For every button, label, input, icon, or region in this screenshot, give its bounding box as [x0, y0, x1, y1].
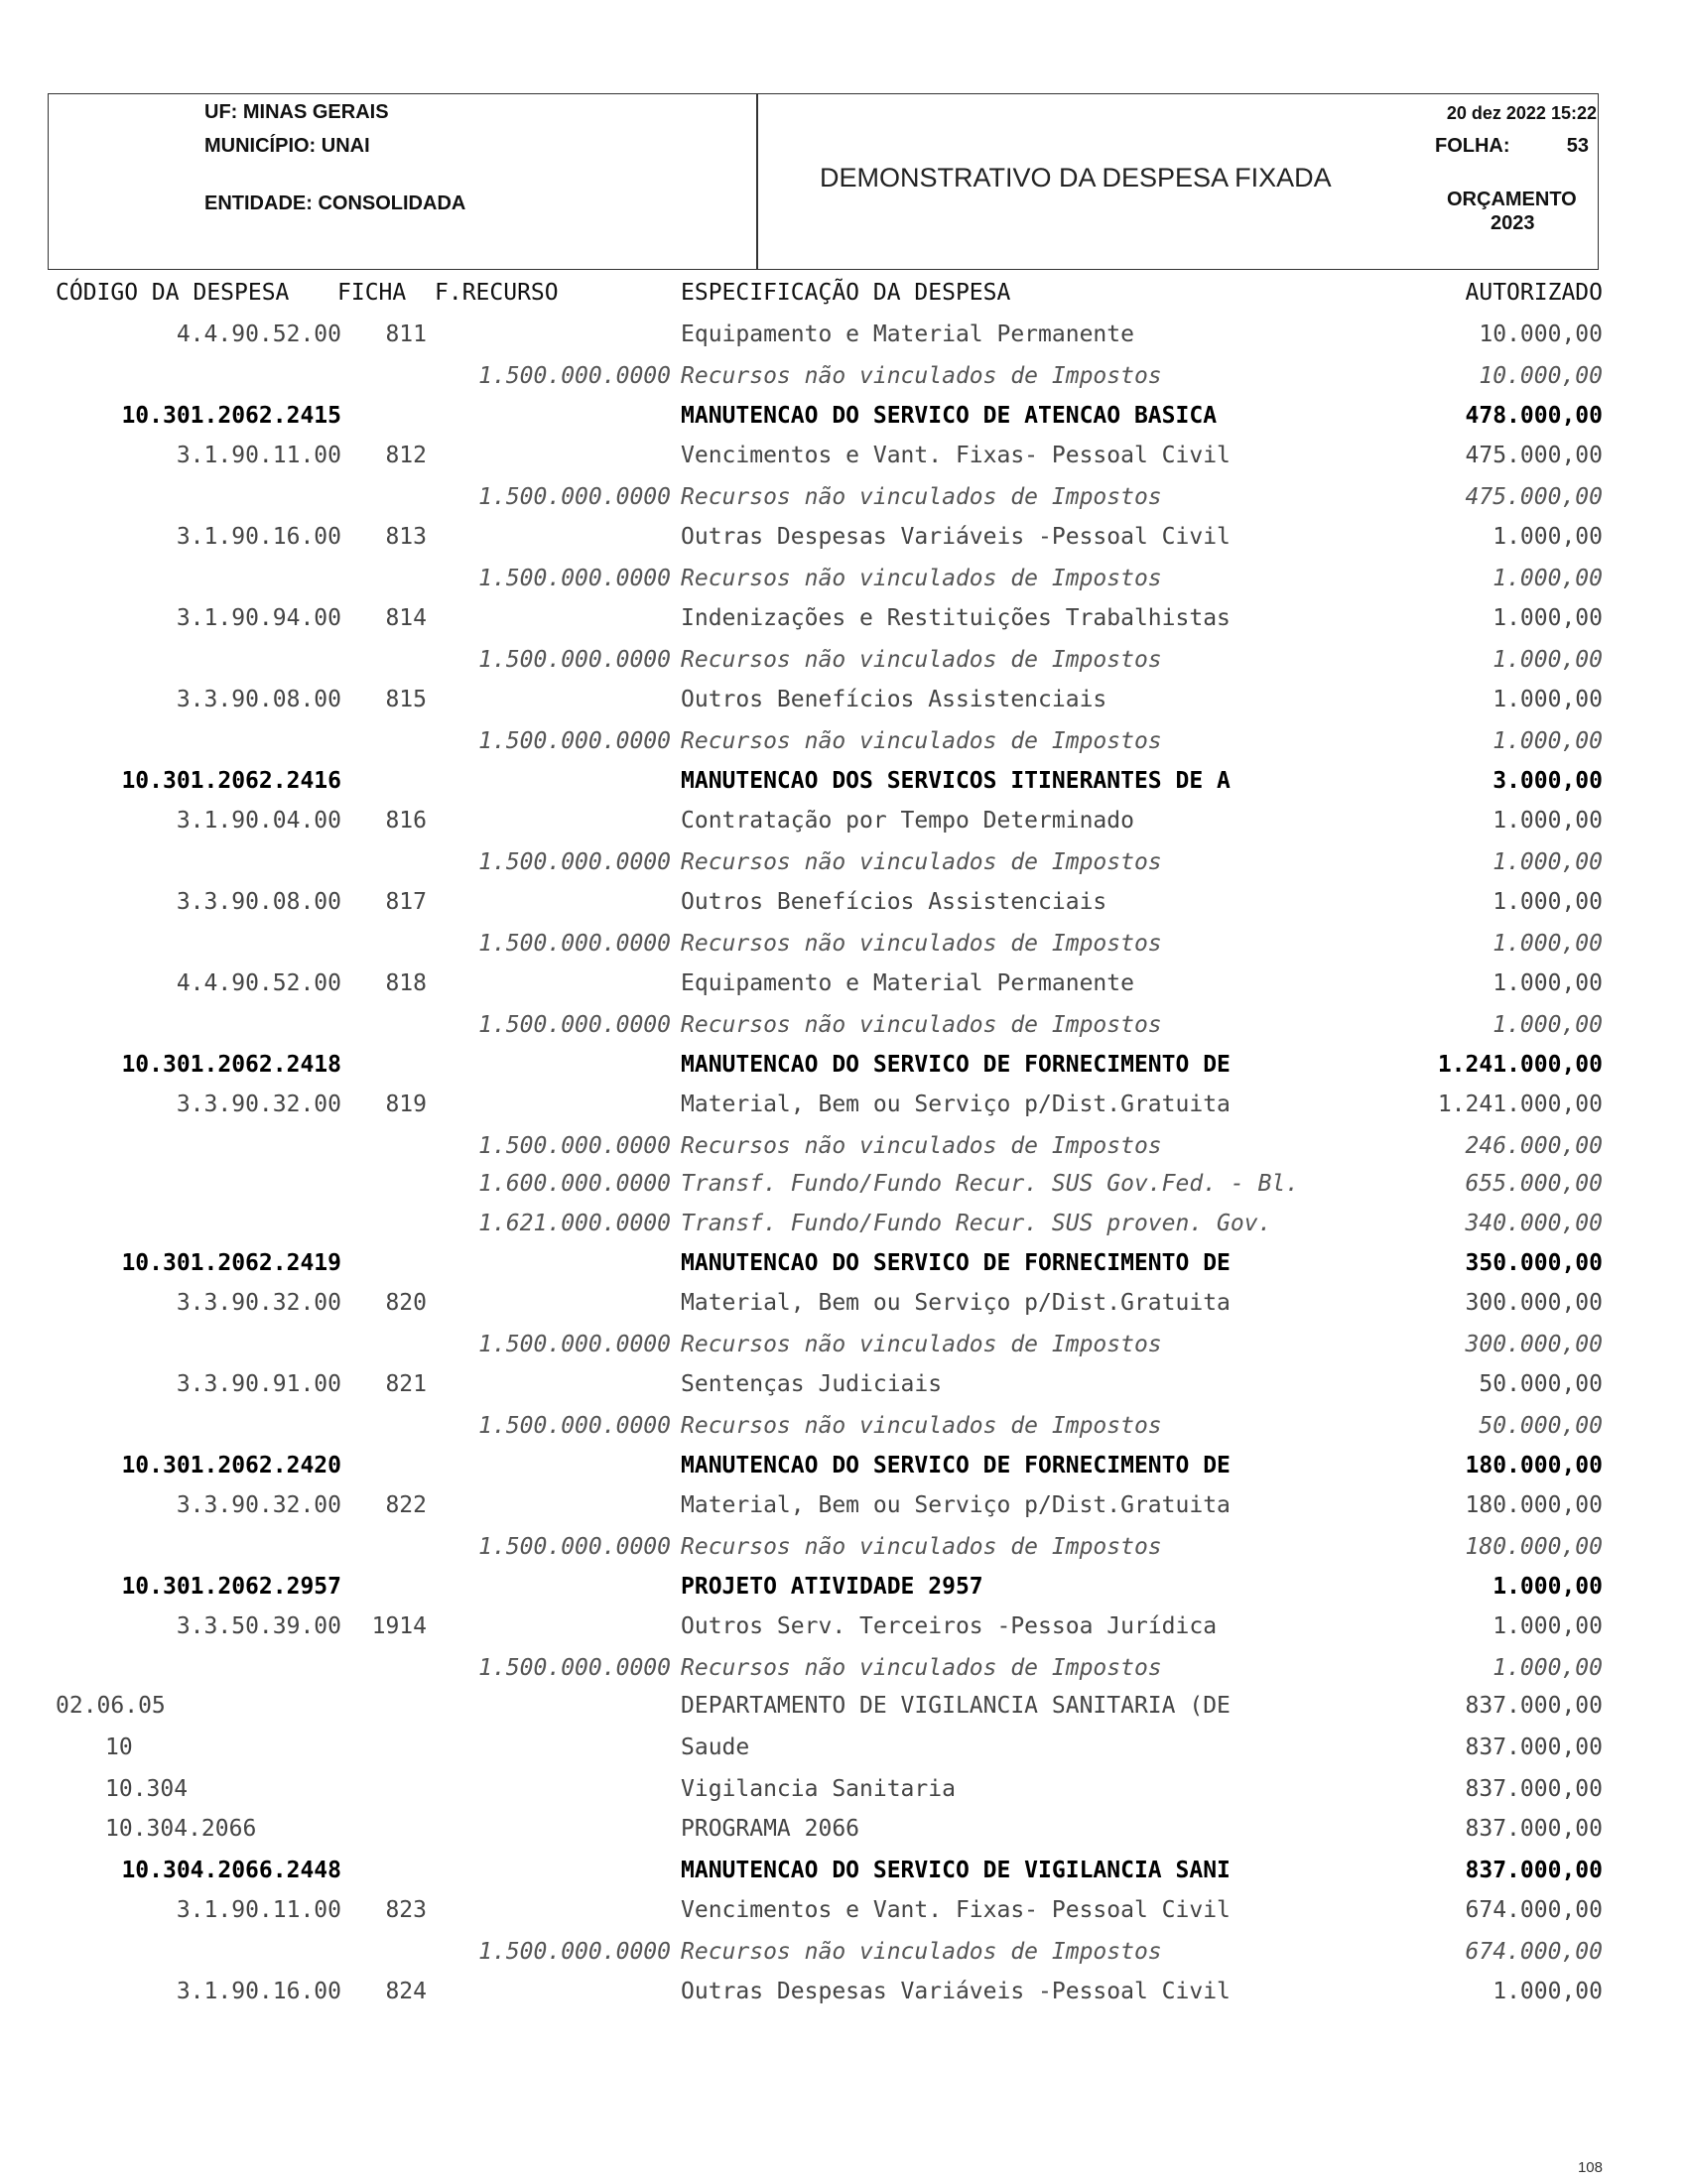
expense-code: 3.3.90.32.00: [176, 1290, 341, 1316]
expense-spec: Outros Benefícios Assistenciais: [681, 889, 1107, 915]
action-row: [0, 1052, 1688, 1092]
action-row: [0, 403, 1688, 443]
expense-value: 1.000,00: [1493, 970, 1603, 996]
ficha-number: 824: [385, 1979, 427, 2004]
expense-spec: Material, Bem ou Serviço p/Dist.Gratuita: [681, 1092, 1231, 1117]
expense-value: 1.000,00: [1493, 687, 1603, 712]
funding-source-row: [0, 1012, 1688, 1052]
expense-spec: Recursos não vinculados de Impostos: [681, 1012, 1162, 1038]
expense-value: 1.000,00: [1493, 849, 1603, 875]
expense-spec: Vencimentos e Vant. Fixas- Pessoal Civil: [681, 443, 1231, 468]
ficha-number: 813: [385, 524, 427, 550]
expense-value: 475.000,00: [1465, 443, 1603, 468]
funding-source-code: 1.500.000.0000: [478, 849, 671, 875]
funding-source-row: [0, 931, 1688, 970]
action-row: [0, 1574, 1688, 1613]
expense-code: 4.4.90.52.00: [176, 321, 341, 347]
funding-source-code: 1.500.000.0000: [478, 1133, 671, 1159]
element-row: [0, 889, 1688, 929]
element-row: [0, 687, 1688, 726]
function-row: [0, 1776, 1688, 1816]
expense-value: 1.000,00: [1493, 728, 1603, 754]
expense-value: 50.000,00: [1479, 1413, 1603, 1439]
ficha-number: 821: [385, 1371, 427, 1397]
expense-value: 3.000,00: [1493, 768, 1603, 794]
ficha-number: 818: [385, 970, 427, 996]
expense-spec: MANUTENCAO DO SERVICO DE ATENCAO BASICA: [681, 403, 1218, 429]
funding-source-row: [0, 1939, 1688, 1979]
municipio-label: MUNICÍPIO: UNAI: [204, 135, 370, 157]
element-row: [0, 808, 1688, 847]
function-code: 10: [105, 1734, 133, 1760]
expense-value: 246.000,00: [1465, 1133, 1603, 1159]
funding-source-row: [0, 1413, 1688, 1453]
element-row: [0, 1290, 1688, 1330]
funding-source-row: [0, 484, 1688, 524]
ficha-number: 820: [385, 1290, 427, 1316]
expense-spec: Recursos não vinculados de Impostos: [681, 1332, 1162, 1357]
function-row: [0, 1816, 1688, 1856]
expense-value: 1.000,00: [1493, 889, 1603, 915]
expense-value: 10.000,00: [1479, 321, 1603, 347]
expense-code: 3.3.90.32.00: [176, 1092, 341, 1117]
element-row: [0, 1897, 1688, 1937]
expense-spec: Recursos não vinculados de Impostos: [681, 484, 1162, 510]
funding-source-row: [0, 1332, 1688, 1371]
expense-value: 837.000,00: [1465, 1693, 1603, 1719]
expense-value: 1.000,00: [1493, 931, 1603, 957]
element-row: [0, 524, 1688, 564]
expense-spec: Recursos não vinculados de Impostos: [681, 931, 1162, 957]
expense-spec: Transf. Fundo/Fundo Recur. SUS Gov.Fed. - Bl.: [681, 1171, 1300, 1197]
expense-code: 3.1.90.11.00: [176, 1897, 341, 1923]
ficha-number: 1914: [371, 1613, 427, 1639]
expense-value: 1.241.000,00: [1437, 1052, 1603, 1078]
element-row: [0, 1492, 1688, 1532]
expense-value: 1.241.000,00: [1437, 1092, 1603, 1117]
folha-label: FOLHA:: [1435, 135, 1510, 157]
expense-spec: Saude: [681, 1734, 750, 1760]
expense-spec: Outros Benefícios Assistenciais: [681, 687, 1107, 712]
expense-value: 1.000,00: [1493, 1613, 1603, 1639]
expense-spec: MANUTENCAO DOS SERVICOS ITINERANTES DE A: [681, 768, 1231, 794]
col-recurso: F.RECURSO: [435, 280, 559, 306]
expense-value: 1.000,00: [1493, 1655, 1603, 1681]
expense-value: 180.000,00: [1465, 1492, 1603, 1518]
orcamento-year: 2023: [1491, 212, 1535, 234]
expense-spec: Recursos não vinculados de Impostos: [681, 1413, 1162, 1439]
function-code: 10.304.2066: [105, 1816, 257, 1842]
uf-label: UF: MINAS GERAIS: [204, 101, 389, 123]
funding-source-code: 1.500.000.0000: [478, 1655, 671, 1681]
expense-value: 478.000,00: [1465, 403, 1603, 429]
expense-value: 1.000,00: [1493, 808, 1603, 834]
expense-spec: PROJETO ATIVIDADE 2957: [681, 1574, 983, 1600]
expense-value: 1.000,00: [1493, 524, 1603, 550]
expense-spec: DEPARTAMENTO DE VIGILANCIA SANITARIA (DE: [681, 1693, 1231, 1719]
expense-value: 180.000,00: [1465, 1453, 1603, 1478]
expense-spec: Recursos não vinculados de Impostos: [681, 1655, 1162, 1681]
expense-code: 3.3.90.32.00: [176, 1492, 341, 1518]
expense-spec: Recursos não vinculados de Impostos: [681, 728, 1162, 754]
funding-source-code: 1.500.000.0000: [478, 1332, 671, 1357]
funding-source-code: 1.500.000.0000: [478, 931, 671, 957]
expense-code: 3.1.90.16.00: [176, 524, 341, 550]
expense-value: 837.000,00: [1465, 1776, 1603, 1802]
expense-code: 3.3.50.39.00: [176, 1613, 341, 1639]
page-number: 108: [1577, 2159, 1603, 2176]
element-row: [0, 1371, 1688, 1411]
ficha-number: 812: [385, 443, 427, 468]
expense-code: 3.3.90.08.00: [176, 889, 341, 915]
function-code: 10.304: [105, 1776, 189, 1802]
expense-value: 1.000,00: [1493, 1574, 1603, 1600]
expense-value: 655.000,00: [1465, 1171, 1603, 1197]
expense-spec: Recursos não vinculados de Impostos: [681, 363, 1162, 389]
expense-spec: Recursos não vinculados de Impostos: [681, 1939, 1162, 1965]
element-row: [0, 1979, 1688, 2018]
orcamento-label: ORÇAMENTO: [1447, 189, 1577, 210]
expense-spec: Equipamento e Material Permanente: [681, 970, 1134, 996]
expense-spec: Recursos não vinculados de Impostos: [681, 647, 1162, 673]
expense-spec: Vigilancia Sanitaria: [681, 1776, 956, 1802]
ficha-number: 815: [385, 687, 427, 712]
funding-source-row: [0, 1534, 1688, 1574]
expense-value: 674.000,00: [1465, 1939, 1603, 1965]
funding-source-row: [0, 1211, 1688, 1250]
funding-source-row: [0, 1655, 1688, 1695]
expense-value: 475.000,00: [1465, 484, 1603, 510]
entidade-label: ENTIDADE: CONSOLIDADA: [204, 193, 466, 214]
ficha-number: 814: [385, 605, 427, 631]
expense-code: 3.1.90.11.00: [176, 443, 341, 468]
funding-source-row: [0, 1171, 1688, 1211]
funding-source-code: 1.500.000.0000: [478, 484, 671, 510]
unit-row: [0, 1693, 1688, 1733]
funding-source-code: 1.621.000.0000: [478, 1211, 671, 1236]
expense-spec: Material, Bem ou Serviço p/Dist.Gratuita: [681, 1492, 1231, 1518]
funding-source-row: [0, 566, 1688, 605]
element-row: [0, 1092, 1688, 1131]
expense-spec: PROGRAMA 2066: [681, 1816, 860, 1842]
ficha-number: 816: [385, 808, 427, 834]
expense-spec: Material, Bem ou Serviço p/Dist.Gratuita: [681, 1290, 1231, 1316]
expense-spec: Recursos não vinculados de Impostos: [681, 1133, 1162, 1159]
expense-value: 10.000,00: [1479, 363, 1603, 389]
action-row: [0, 1250, 1688, 1290]
expense-spec: MANUTENCAO DO SERVICO DE FORNECIMENTO DE: [681, 1453, 1231, 1478]
function-row: [0, 1734, 1688, 1774]
expense-value: 50.000,00: [1479, 1371, 1603, 1397]
col-especificacao: ESPECIFICAÇÃO DA DESPESA: [681, 280, 1011, 306]
expense-value: 1.000,00: [1493, 1979, 1603, 2004]
expense-spec: Transf. Fundo/Fundo Recur. SUS proven. Gov.: [681, 1211, 1272, 1236]
expense-spec: Recursos não vinculados de Impostos: [681, 1534, 1162, 1560]
funding-source-row: [0, 647, 1688, 687]
expense-spec: Recursos não vinculados de Impostos: [681, 566, 1162, 591]
expense-value: 180.000,00: [1465, 1534, 1603, 1560]
expense-code: 3.3.90.91.00: [176, 1371, 341, 1397]
action-row: [0, 768, 1688, 808]
element-row: [0, 1613, 1688, 1653]
expense-value: 837.000,00: [1465, 1858, 1603, 1883]
expense-code: 4.4.90.52.00: [176, 970, 341, 996]
element-row: [0, 605, 1688, 645]
expense-value: 300.000,00: [1465, 1332, 1603, 1357]
expense-spec: Outras Despesas Variáveis -Pessoal Civil: [681, 524, 1231, 550]
expense-value: 837.000,00: [1465, 1816, 1603, 1842]
report-datetime: 20 dez 2022 15:22: [1446, 103, 1597, 123]
expense-spec: Sentenças Judiciais: [681, 1371, 943, 1397]
funding-source-row: [0, 363, 1688, 403]
expense-spec: Equipamento e Material Permanente: [681, 321, 1134, 347]
col-autorizado: AUTORIZADO: [1465, 280, 1603, 306]
expense-spec: Vencimentos e Vant. Fixas- Pessoal Civil: [681, 1897, 1231, 1923]
expense-spec: Contratação por Tempo Determinado: [681, 808, 1134, 834]
expense-spec: Outras Despesas Variáveis -Pessoal Civil: [681, 1979, 1231, 2004]
element-row: [0, 443, 1688, 482]
expense-value: 674.000,00: [1465, 1897, 1603, 1923]
funding-source-code: 1.500.000.0000: [478, 647, 671, 673]
expense-code: 10.301.2062.2418: [121, 1052, 341, 1078]
expense-code: 10.301.2062.2957: [121, 1574, 341, 1600]
expense-spec: Outros Serv. Terceiros -Pessoa Jurídica: [681, 1613, 1218, 1639]
expense-code: 10.304.2066.2448: [121, 1858, 341, 1883]
funding-source-code: 1.500.000.0000: [478, 1012, 671, 1038]
ficha-number: 823: [385, 1897, 427, 1923]
funding-source-row: [0, 728, 1688, 768]
expense-value: 837.000,00: [1465, 1734, 1603, 1760]
folha-number: 53: [1566, 135, 1589, 157]
funding-source-code: 1.500.000.0000: [478, 728, 671, 754]
expense-spec: MANUTENCAO DO SERVICO DE FORNECIMENTO DE: [681, 1052, 1231, 1078]
expense-value: 1.000,00: [1493, 605, 1603, 631]
funding-source-code: 1.500.000.0000: [478, 363, 671, 389]
unit-code: 02.06.05: [56, 1693, 166, 1719]
ficha-number: 817: [385, 889, 427, 915]
element-row: [0, 321, 1688, 361]
expense-value: 1.000,00: [1493, 566, 1603, 591]
col-ficha: FICHA: [337, 280, 407, 306]
expense-code: 3.3.90.08.00: [176, 687, 341, 712]
expense-code: 10.301.2062.2415: [121, 403, 341, 429]
expense-spec: Indenizações e Restituições Trabalhistas: [681, 605, 1231, 631]
expense-value: 300.000,00: [1465, 1290, 1603, 1316]
ficha-number: 822: [385, 1492, 427, 1518]
ficha-number: 819: [385, 1092, 427, 1117]
expense-spec: MANUTENCAO DO SERVICO DE VIGILANCIA SANI: [681, 1858, 1231, 1883]
funding-source-row: [0, 849, 1688, 889]
funding-source-code: 1.600.000.0000: [478, 1171, 671, 1197]
funding-source-code: 1.500.000.0000: [478, 566, 671, 591]
expense-code: 10.301.2062.2419: [121, 1250, 341, 1276]
action-row: [0, 1858, 1688, 1897]
expense-code: 10.301.2062.2420: [121, 1453, 341, 1478]
expense-code: 3.1.90.16.00: [176, 1979, 341, 2004]
page-title: DEMONSTRATIVO DA DESPESA FIXADA: [820, 163, 1332, 193]
funding-source-row: [0, 1133, 1688, 1173]
expense-spec: MANUTENCAO DO SERVICO DE FORNECIMENTO DE: [681, 1250, 1231, 1276]
action-row: [0, 1453, 1688, 1492]
expense-spec: Recursos não vinculados de Impostos: [681, 849, 1162, 875]
element-row: [0, 970, 1688, 1010]
ficha-number: 811: [385, 321, 427, 347]
expense-code: 10.301.2062.2416: [121, 768, 341, 794]
expense-value: 1.000,00: [1493, 1012, 1603, 1038]
expense-code: 3.1.90.94.00: [176, 605, 341, 631]
expense-code: 3.1.90.04.00: [176, 808, 341, 834]
funding-source-code: 1.500.000.0000: [478, 1413, 671, 1439]
col-codigo: CÓDIGO DA DESPESA: [56, 280, 290, 306]
header-divider: [756, 93, 758, 270]
funding-source-code: 1.500.000.0000: [478, 1939, 671, 1965]
expense-value: 350.000,00: [1465, 1250, 1603, 1276]
expense-value: 340.000,00: [1465, 1211, 1603, 1236]
funding-source-code: 1.500.000.0000: [478, 1534, 671, 1560]
expense-value: 1.000,00: [1493, 647, 1603, 673]
